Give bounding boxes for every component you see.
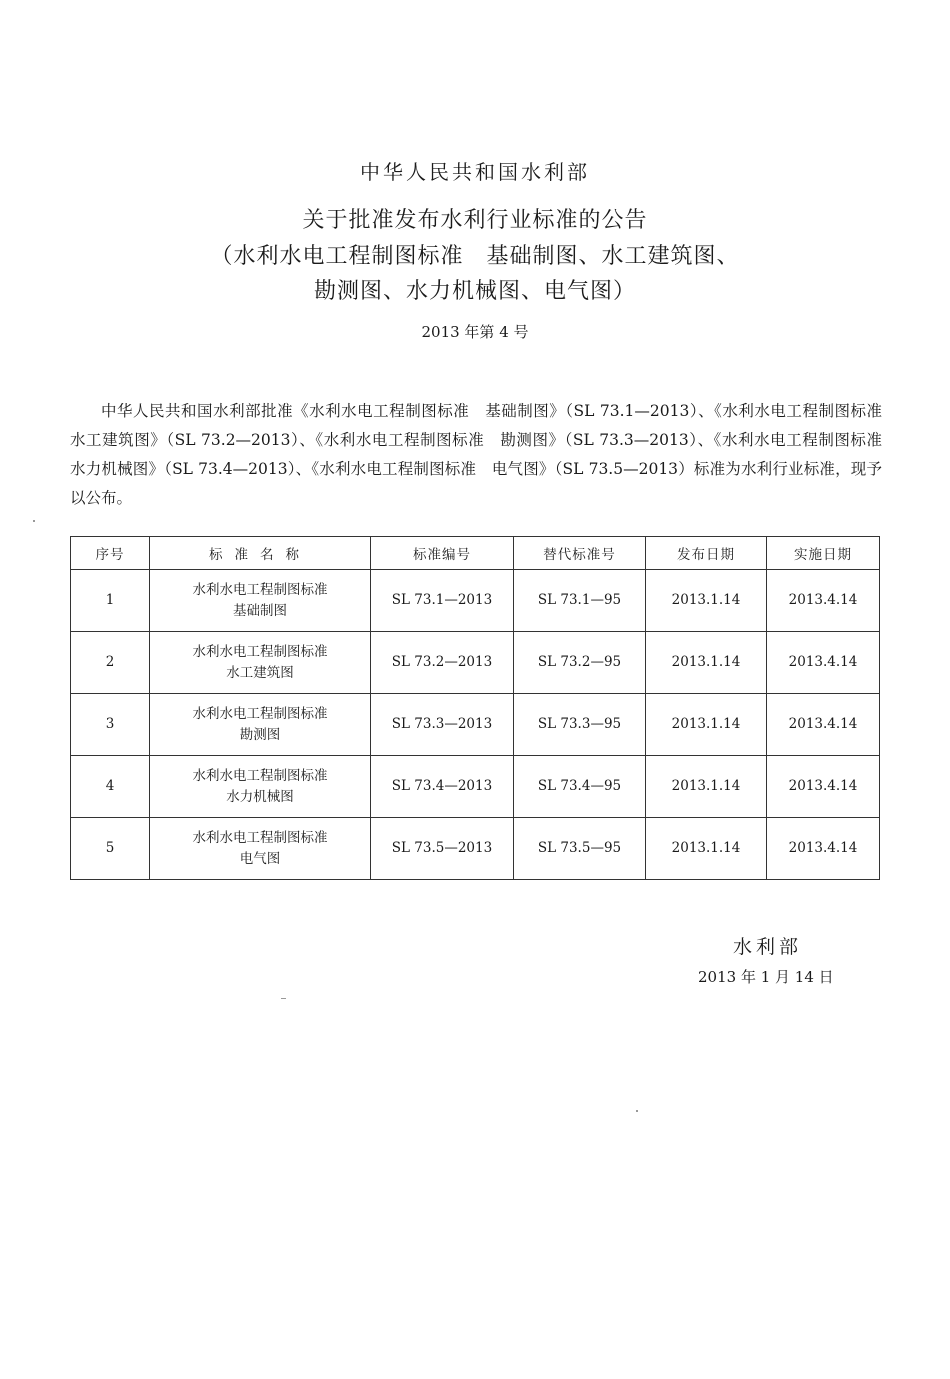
table-header-row [71,537,880,570]
table-row [71,694,880,756]
body-paragraph: 中华人民共和国水利部批准《水利水电工程制图标准 基础制图》（SL 73.1—2013）、《水利水电工程制图标准 水工建筑图》（SL 73.2—2013）、《水利水电工程制图标准 勘测图》（SL 73.3—2013）、《水利水电工程制图标准 水力机械图》（SL 73.4—2013）、《水利水电工程制图标准 电气图》（SL 73.5—2013）标准为水利行业标准，现予以公布。 [70,402,898,507]
issuer-heading: 中华人民共和国水利部 [360,160,590,184]
table-row [71,818,880,880]
cell-effective-date: 2013.4.14 [767,818,880,880]
cell-serial: 1 [71,570,150,632]
cell-effective-date: 2013.4.14 [767,756,880,818]
cell-standard-name: 水利水电工程制图标准 水力机械图 [150,756,371,818]
cell-standard-code: SL 73.5—2013 [371,818,514,880]
notice-title: 关于批准发布水利行业标准的公告 [302,208,648,233]
cell-replaced-code: SL 73.1—95 [514,570,646,632]
cell-issue-date: 2013.1.14 [646,694,767,756]
cell-serial: 3 [71,694,150,756]
header-serial: 序号 [71,537,150,570]
cell-issue-date: 2013.1.14 [646,632,767,694]
cell-issue-date: 2013.1.14 [646,818,767,880]
cell-standard-name: 水利水电工程制图标准 勘测图 [150,694,371,756]
header-issue-date: 发布日期 [646,537,767,570]
header-standard-name: 标准名称 [150,537,371,570]
scan-speck [281,998,286,999]
cell-standard-code: SL 73.4—2013 [371,756,514,818]
table-row [71,632,880,694]
table-row [71,570,880,632]
cell-standard-code: SL 73.1—2013 [371,570,514,632]
cell-standard-name: 水利水电工程制图标准 电气图 [150,818,371,880]
signature-date: 2013 年 1 月 14 日 [698,968,834,986]
cell-effective-date: 2013.4.14 [767,570,880,632]
scan-speck [636,1110,638,1112]
document-number: 2013 年第 4 号 [421,323,529,341]
cell-serial: 5 [71,818,150,880]
header-effective-date: 实施日期 [767,537,880,570]
notice-subtitle-line1: （水利水电工程制图标准 基础制图、水工建筑图、 [210,244,740,269]
cell-issue-date: 2013.1.14 [646,756,767,818]
cell-replaced-code: SL 73.3—95 [514,694,646,756]
cell-standard-name: 水利水电工程制图标准 水工建筑图 [150,632,371,694]
scan-speck [33,520,35,522]
cell-standard-name: 水利水电工程制图标准 基础制图 [150,570,371,632]
cell-issue-date: 2013.1.14 [646,570,767,632]
cell-standard-code: SL 73.3—2013 [371,694,514,756]
cell-effective-date: 2013.4.14 [767,632,880,694]
table-row [71,756,880,818]
cell-replaced-code: SL 73.4—95 [514,756,646,818]
header-replaced-code: 替代标准号 [514,537,646,570]
cell-standard-code: SL 73.2—2013 [371,632,514,694]
header-standard-code: 标准编号 [371,537,514,570]
notice-subtitle-line2: 勘测图、水力机械图、电气图） [313,279,636,304]
cell-replaced-code: SL 73.5—95 [514,818,646,880]
signature-organization: 水利部 [733,936,803,958]
standards-table [70,536,880,880]
cell-effective-date: 2013.4.14 [767,694,880,756]
cell-replaced-code: SL 73.2—95 [514,632,646,694]
cell-serial: 2 [71,632,150,694]
notice-body [70,397,898,513]
cell-serial: 4 [71,756,150,818]
